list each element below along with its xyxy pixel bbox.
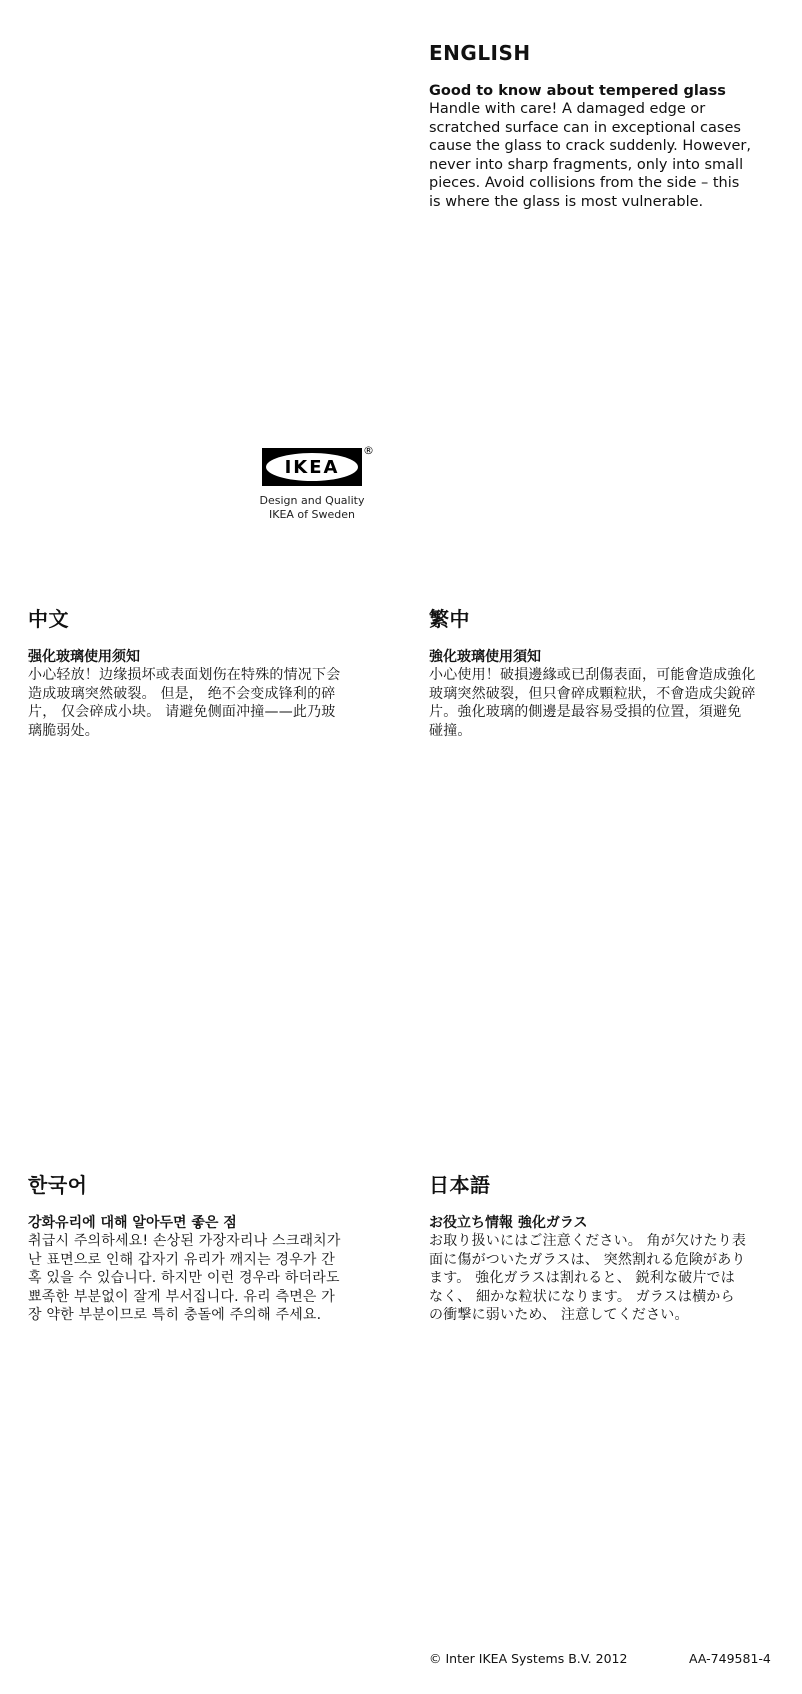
language-heading-english: ENGLISH [429, 41, 531, 65]
chinese-traditional-section [429, 606, 769, 740]
english-title: Good to know about tempered glass [429, 83, 726, 99]
chinese-traditional-body: 小心使用！破損邊緣或已刮傷表面，可能會造成強化 玻璃突然破裂，但只會碎成顆粒狀，不會造成尖銳碎 片。強化玻璃的側邊是最容易受損的位置，須避免 碰撞。 [429, 667, 756, 739]
korean-section [28, 1172, 368, 1325]
chinese-simplified-section [28, 606, 368, 740]
logo-wordmark-box [262, 444, 374, 486]
document-id: AA-749581-4 [689, 1651, 771, 1666]
korean-title: 강화유리에 대해 알아두면 좋은 점 [28, 1215, 237, 1231]
logo-wordmark: IKEA [284, 456, 340, 478]
language-heading-korean: 한국어 [28, 1173, 88, 1197]
logo-tagline-line2: IKEA of Sweden [269, 508, 355, 521]
english-body: Handle with care! A damaged edge or scratched surface can in exceptional cases cause the glass to crack suddenly. However, never into sharp fragments, only into small pieces. Avoid collisions from the side – this is where the glass is most vulnerable. [429, 101, 751, 210]
language-heading-chinese-simplified: 中文 [28, 607, 69, 631]
chinese-traditional-title: 強化玻璃使用須知 [429, 649, 541, 665]
logo-tagline-line1: Design and Quality [259, 494, 365, 507]
copyright-notice: © Inter IKEA Systems B.V. 2012 [429, 1651, 628, 1666]
japanese-title: お役立ち情報 強化ガラス [429, 1215, 588, 1231]
registered-mark: ® [363, 444, 374, 457]
japanese-body: お取り扱いにはご注意ください。 角が欠けたり表 面に傷がついたガラスは、 突然割れる危険があり ます。 強化ガラスは割れると、 鋭利な破片では なく、 細かな粒状になります。 ガラスは横から の衝撃に弱いため、 注意してください。 [429, 1233, 747, 1323]
chinese-simplified-title: 强化玻璃使用须知 [28, 649, 140, 665]
ikea-logo [252, 444, 374, 522]
korean-body: 취급시 주의하세요! 손상된 가장자리나 스크래치가 난 표면으로 인해 갑자기 유리가 깨지는 경우가 간 혹 있을 수 있습니다. 하지만 이런 경우라 하더라도 뾰족한 부분없이 잘게 부서집니다. 유리 측면은 가 장 약한 부분이므로 특히 충돌에 주의해 주세요. [28, 1233, 341, 1323]
logo-tagline [252, 494, 372, 522]
language-heading-japanese: 日本語 [429, 1173, 491, 1197]
logo-oval [266, 453, 358, 481]
language-heading-chinese-traditional: 繁中 [429, 607, 470, 631]
chinese-simplified-body: 小心轻放！边缘损坏或表面划伤在特殊的情况下会 造成玻璃突然破裂。 但是， 绝不会变成锋利的碎 片， 仅会碎成小块。 请避免侧面冲撞——此乃玻 璃脆弱处。 [28, 667, 341, 739]
japanese-section [429, 1172, 774, 1325]
english-section [429, 40, 781, 211]
